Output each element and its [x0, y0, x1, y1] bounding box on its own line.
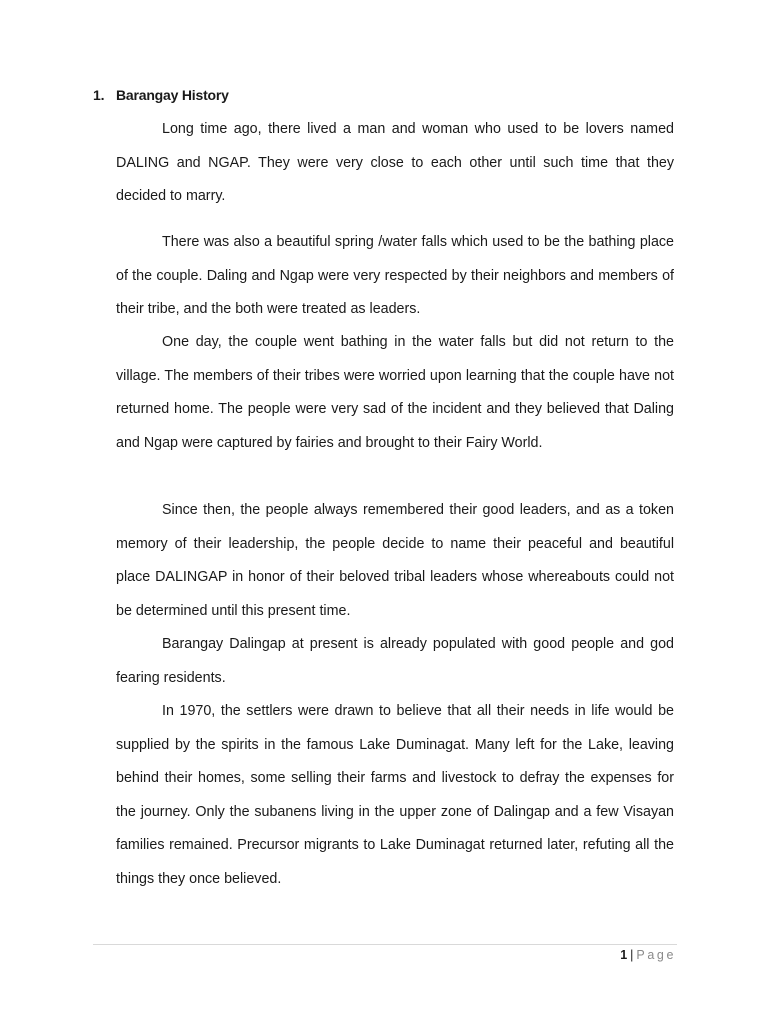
section-title: Barangay History: [116, 87, 229, 103]
footer-page-label: Page: [636, 948, 676, 962]
footer-divider: [93, 944, 677, 945]
section-heading: [93, 87, 229, 103]
page-footer: [620, 948, 676, 962]
paragraph-2: There was also a beautiful spring /water falls which used to be the bathing place of the couple. Daling and Ngap were very respected by their neighbors and members of their tribe, and the both were treated as leaders.: [116, 234, 674, 318]
paragraph-1: Long time ago, there lived a man and woman who used to be lovers named DALING and NGAP. They were very close to each other until such time that they decided to marry.: [116, 121, 674, 205]
footer-page-number: 1: [620, 948, 628, 962]
paragraph-3: One day, the couple went bathing in the water falls but did not return to the village. The members of their tribes were worried upon learning that the couple have not returned home. The people were very sad of the incident and they believed that Daling and Ngap were captured by fairies and brought to their Fairy World.: [116, 334, 674, 451]
section-number: 1.: [93, 87, 105, 103]
paragraph-5: Barangay Dalingap at present is already populated with good people and god fearing residents.: [116, 636, 674, 686]
footer-separator: |: [630, 948, 634, 962]
paragraph-4: Since then, the people always remembered their good leaders, and as a token memory of their leadership, the people decide to name their peaceful and beautiful place DALINGAP in honor of their beloved tribal leaders whose whereabouts could not be determined until this present time.: [116, 502, 674, 619]
paragraph-6: In 1970, the settlers were drawn to believe that all their needs in life would be supplied by the spirits in the famous Lake Duminagat. Many left for the Lake, leaving behind their homes, some selling their farms and livestock to defray the expenses for the journey. Only the subanens living in the upper zone of Dalingap and a few Visayan families remained. Precursor migrants to Lake Duminagat returned later, refuting all the things they once believed.: [116, 703, 674, 887]
